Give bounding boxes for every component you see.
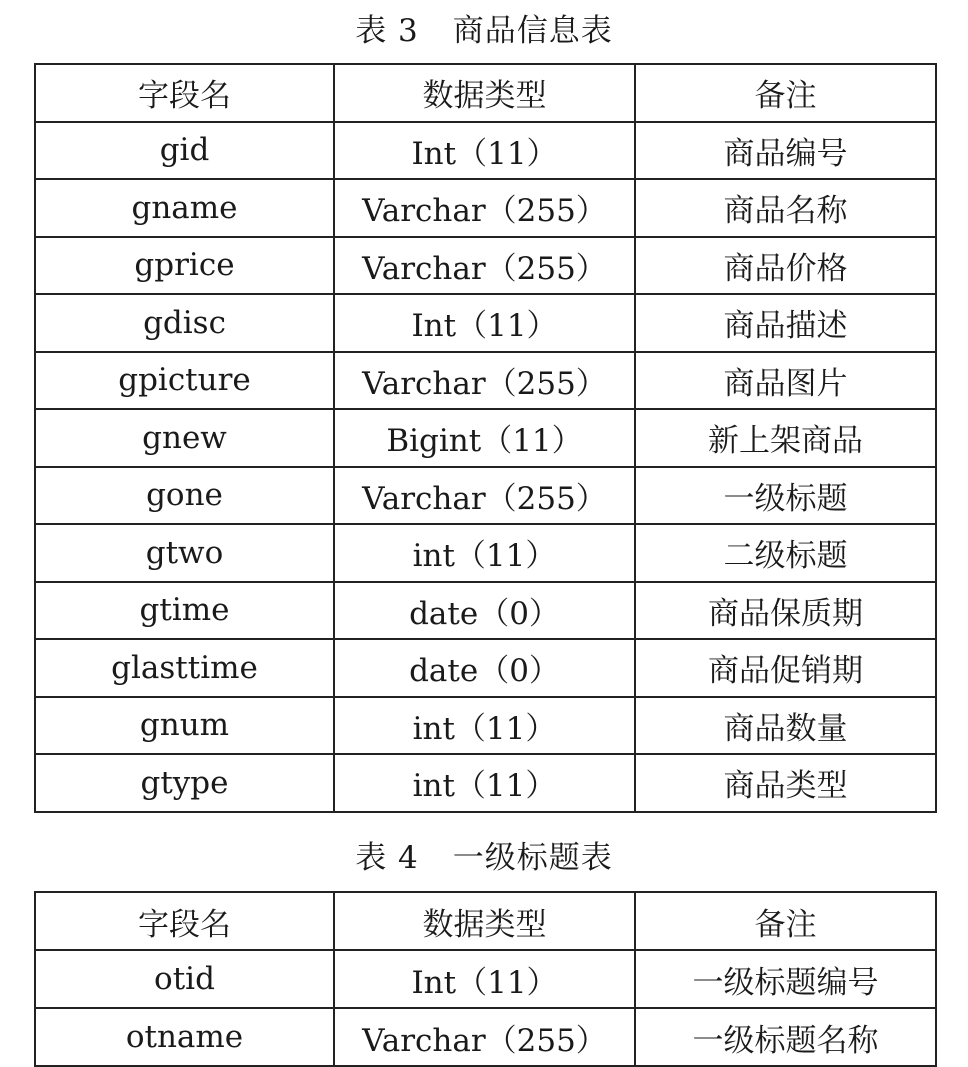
remark-cell: 商品价格: [635, 237, 936, 295]
table-row: [35, 237, 936, 295]
table-row: [35, 122, 936, 180]
table-header-row: [35, 64, 936, 122]
field-name-cell: gdisc: [35, 294, 334, 352]
field-name-cell: gname: [35, 179, 334, 237]
table-3-caption-title: 商品信息表: [452, 13, 613, 49]
table-row: [35, 639, 936, 697]
table-row: [35, 294, 936, 352]
field-name-cell: gtype: [35, 754, 334, 812]
field-name-cell: gnew: [35, 409, 334, 467]
field-name-cell: gtwo: [35, 524, 334, 582]
data-type-cell: int（11）: [334, 754, 635, 812]
table-3-caption: [0, 13, 968, 49]
remark-cell: 商品数量: [635, 697, 936, 755]
field-name-header: 字段名: [35, 892, 334, 950]
product-info-table-body: [35, 64, 936, 812]
remark-cell: 商品描述: [635, 294, 936, 352]
table-row: [35, 409, 936, 467]
table-row: [35, 524, 936, 582]
remark-cell: 商品图片: [635, 352, 936, 410]
table-row: [35, 467, 936, 525]
table-4-caption-title: 一级标题表: [452, 840, 613, 876]
remark-cell: 一级标题编号: [635, 950, 936, 1008]
table-4-caption-number: 表 4: [355, 840, 419, 876]
data-type-cell: int（11）: [334, 697, 635, 755]
field-name-cell: gid: [35, 122, 334, 180]
table-row: [35, 179, 936, 237]
data-type-cell: int（11）: [334, 524, 635, 582]
field-name-cell: gnum: [35, 697, 334, 755]
primary-title-table: [34, 891, 937, 1067]
field-name-cell: glasttime: [35, 639, 334, 697]
remark-cell: 商品类型: [635, 754, 936, 812]
data-type-cell: date（0）: [334, 582, 635, 640]
table-4-caption: [0, 840, 968, 876]
table-row: [35, 950, 936, 1008]
table-row: [35, 1008, 936, 1066]
field-name-cell: gprice: [35, 237, 334, 295]
remark-cell: 新上架商品: [635, 409, 936, 467]
data-type-cell: Varchar（255）: [334, 179, 635, 237]
data-type-header: 数据类型: [334, 892, 635, 950]
remark-cell: 二级标题: [635, 524, 936, 582]
data-type-cell: Int（11）: [334, 122, 635, 180]
data-type-cell: Int（11）: [334, 294, 635, 352]
field-name-cell: gtime: [35, 582, 334, 640]
remark-cell: 商品促销期: [635, 639, 936, 697]
remark-cell: 商品编号: [635, 122, 936, 180]
remark-cell: 一级标题名称: [635, 1008, 936, 1066]
remark-cell: 商品保质期: [635, 582, 936, 640]
field-name-cell: otname: [35, 1008, 334, 1066]
data-type-cell: Int（11）: [334, 950, 635, 1008]
table-row: [35, 582, 936, 640]
field-name-cell: gone: [35, 467, 334, 525]
product-info-table: [34, 63, 937, 813]
field-name-header: 字段名: [35, 64, 334, 122]
data-type-cell: Varchar（255）: [334, 1008, 635, 1066]
data-type-cell: Bigint（11）: [334, 409, 635, 467]
table-row: [35, 754, 936, 812]
field-name-cell: otid: [35, 950, 334, 1008]
remark-header: 备注: [635, 892, 936, 950]
remark-cell: 商品名称: [635, 179, 936, 237]
data-type-cell: Varchar（255）: [334, 237, 635, 295]
table-3-caption-number: 表 3: [355, 13, 419, 49]
data-type-cell: Varchar（255）: [334, 467, 635, 525]
primary-title-table-body: [35, 892, 936, 1066]
data-type-cell: Varchar（255）: [334, 352, 635, 410]
remark-cell: 一级标题: [635, 467, 936, 525]
table-row: [35, 352, 936, 410]
data-type-header: 数据类型: [334, 64, 635, 122]
table-row: [35, 697, 936, 755]
remark-header: 备注: [635, 64, 936, 122]
data-type-cell: date（0）: [334, 639, 635, 697]
table-header-row: [35, 892, 936, 950]
field-name-cell: gpicture: [35, 352, 334, 410]
